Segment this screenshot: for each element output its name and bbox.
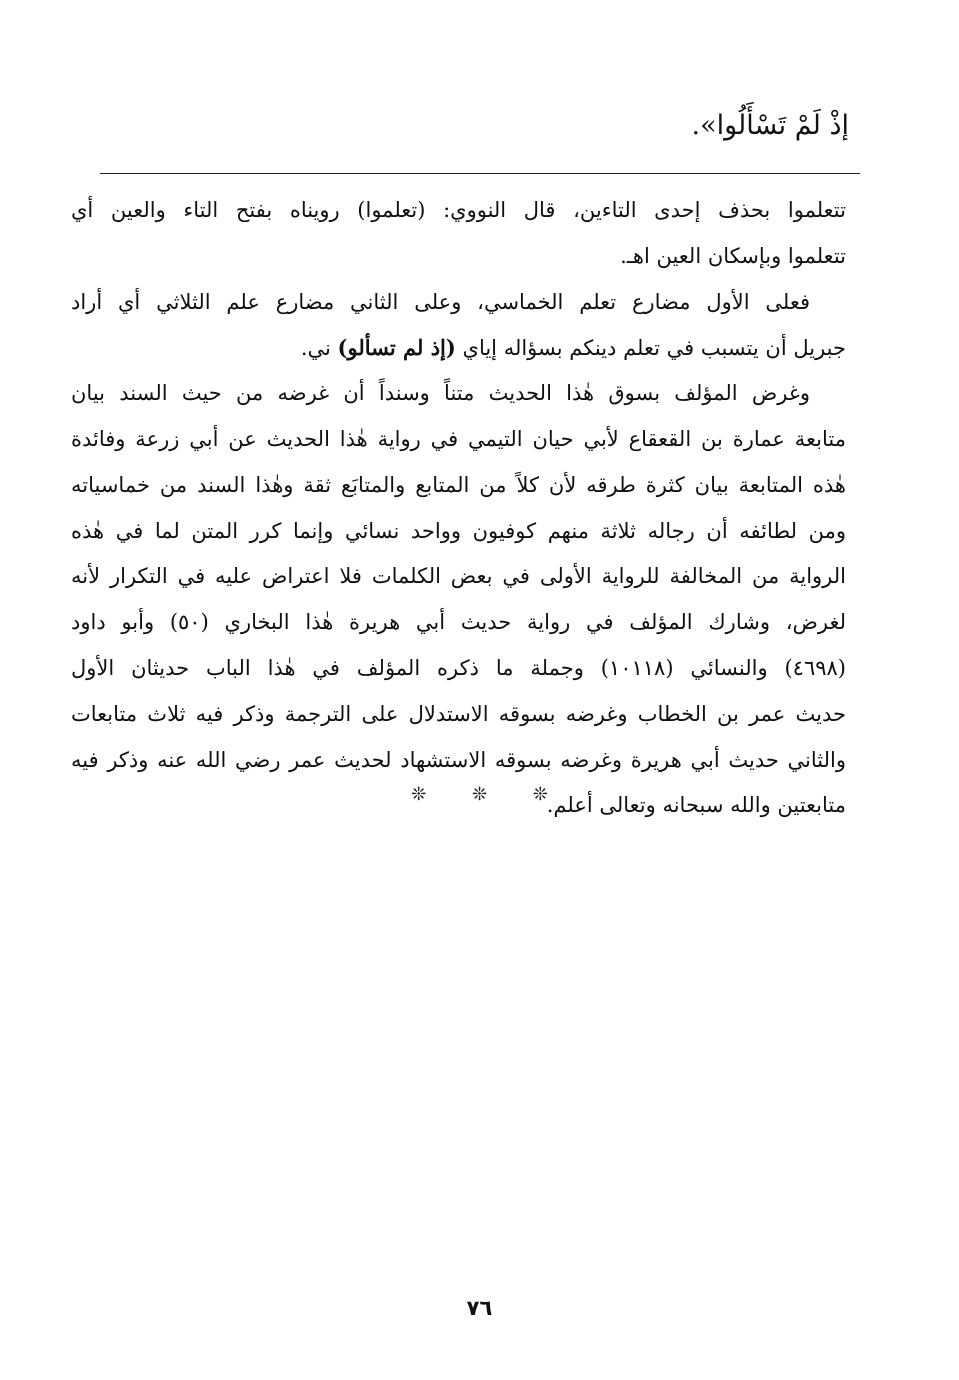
star-ornament-icon: ❊ (532, 784, 548, 805)
text-line: تتعلموا بحذف إحدى التاءين، قال النووي: (تعلموا) رويناه بفتح التاء والعين أي (71, 198, 846, 222)
quote-line: إذْ لَمْ تَسْأَلُوا». (691, 110, 849, 141)
commentary-text (71, 188, 846, 829)
bold-quote: (إذ لم تسألو) (337, 335, 456, 361)
text-line: وغرض المؤلف بسوق هٰذا الحديث متناً وسنداً أن غرضه من حيث السند بيان (71, 381, 810, 406)
text-line: تتعلموا وبإسكان العين اهـ. (620, 243, 846, 268)
text-line: متابعتين والله سبحانه وتعالى أعلم. (546, 793, 846, 818)
text-line: هٰذه المتابعة بيان كثرة طرقه لأن كلاً من المتابع والمتابَع ثقة وهٰذا السند من خماسياته (71, 472, 846, 497)
page-number: ٧٦ (466, 1296, 493, 1320)
section-separator (0, 784, 959, 805)
text-line: ومن لطائفه أن رجاله ثلاثة منهم كوفيون وواحد نسائي وإنما كرر المتن لما في هٰذه (71, 518, 846, 543)
text-line-with-emphasis (71, 325, 846, 371)
text-line: حديث عمر بن الخطاب وغرضه بسوقه الاستدلال على الترجمة وذكر فيه ثلاث متابعات (71, 701, 846, 726)
text-segment: ني. (300, 336, 338, 361)
text-line: متابعة عمارة بن القعقاع لأبي حيان التيمي في رواية هٰذا الحديث عن أبي زرعة وفائدة (71, 426, 846, 451)
footnote-divider (100, 173, 860, 174)
star-ornament-icon: ❊ (471, 784, 488, 805)
text-line: الرواية من المخالفة للرواية الأولى في بعض الكلمات فلا اعتراض عليه في التكرار لأنه (71, 564, 846, 589)
text-line: لغرض، وشارك المؤلف في رواية حديث أبي هريرة هٰذا البخاري (٥٠) وأبو داود (71, 610, 846, 635)
text-segment: جبريل أن يتسبب في تعلم دينكم بسؤاله إياي (455, 336, 846, 361)
text-line: والثاني حديث أبي هريرة وغرضه بسوقه الاستشهاد لحديث عمر رضي الله عنه وذكر فيه (71, 747, 846, 772)
text-line: (٤٦٩٨) والنسائي (١٠١١٨) وجملة ما ذكره المؤلف في هٰذا الباب حديثان الأول (71, 655, 846, 680)
text-line: فعلى الأول مضارع تعلم الخماسي، وعلى الثاني مضارع علم الثلاثي أي أراد (71, 289, 810, 314)
star-ornament-icon: ❊ (411, 784, 427, 805)
